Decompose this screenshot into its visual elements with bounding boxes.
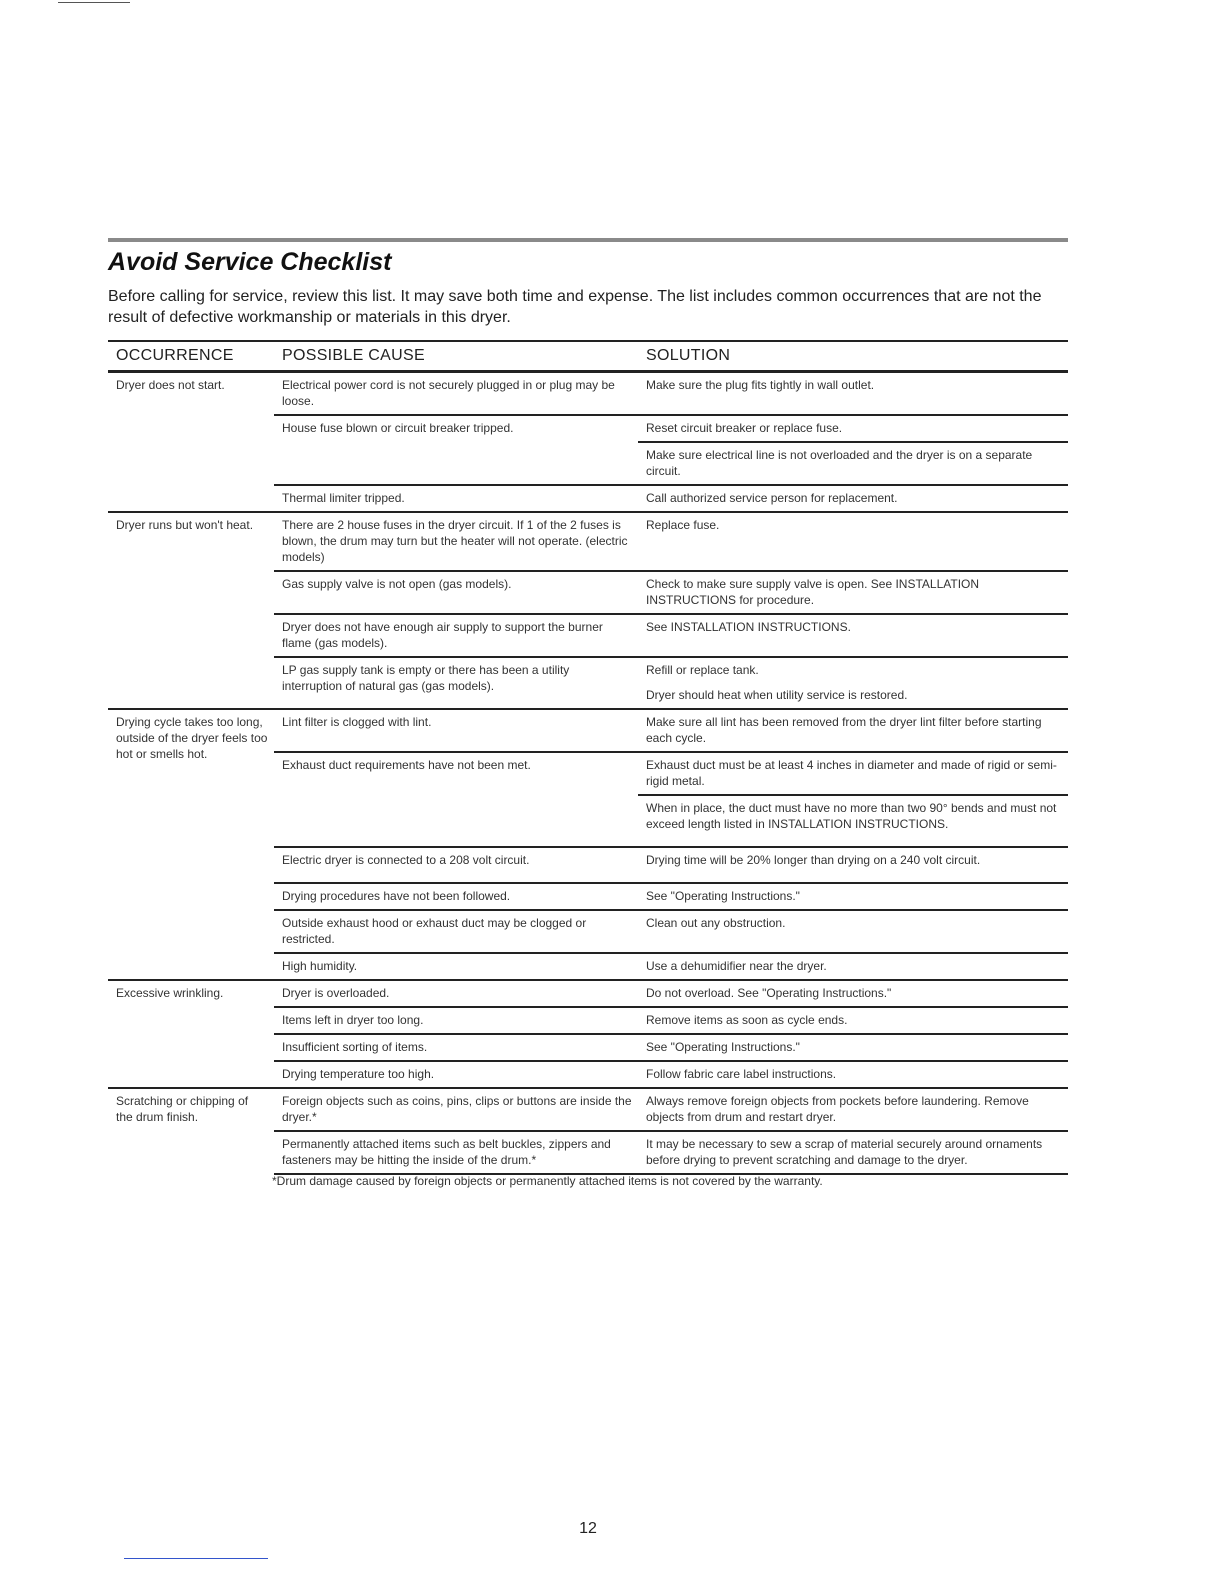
solution-cell: Follow fabric care label instructions. [638,1061,1068,1088]
solution-cell: Make sure the plug fits tightly in wall outlet. [646,378,875,392]
cause-cell: Foreign objects such as coins, pins, clips or buttons are inside the dryer.* [274,1088,638,1131]
solution-cell: It may be necessary to sew a scrap of material securely around ornaments before drying to prevent scratching and damage to the dryer. [638,1131,1068,1174]
cause-cell: Electric dryer is connected to a 208 volt circuit. [274,847,638,883]
solution-cell: Make sure all lint has been removed from the dryer lint filter before starting each cycle. [638,709,1068,752]
solution-line: Refill or replace tank. [646,663,759,677]
occurrence-cell: Dryer runs but won't heat. [108,512,274,709]
table-row [108,372,1068,416]
cause-cell-empty [274,442,638,485]
footnote: *Drum damage caused by foreign objects or permanently attached items is not covered by the warranty. [272,1174,823,1188]
scan-artifact-line [58,2,130,3]
page-title: Avoid Service Checklist [108,248,392,276]
cause-cell: Exhaust duct requirements have not been met. [274,752,638,795]
cause-cell: Outside exhaust hood or exhaust duct may be clogged or restricted. [274,910,638,953]
occurrence-cell: Excessive wrinkling. [108,980,274,1088]
cause-cell: Lint filter is clogged with lint. [274,709,638,752]
cause-cell: Dryer is overloaded. [274,980,638,1007]
solution-cell: Make sure electrical line is not overloaded and the dryer is on a separate circuit. [638,442,1068,485]
occurrence-group [108,512,1068,709]
header-occurrence: OCCURRENCE [108,341,274,372]
header-cause: POSSIBLE CAUSE [274,341,638,372]
occurrence-cell: Scratching or chipping of the drum finish. [108,1088,274,1174]
header-solution: SOLUTION [638,341,1068,372]
occurrence-group [108,1088,1068,1174]
solution-cell: See "Operating Instructions." [638,883,1068,910]
solution-cell: Drying time will be 20% longer than drying on a 240 volt circuit. [638,847,1068,883]
solution-cell: Use a dehumidifier near the dryer. [638,953,1068,980]
solution-cell: Remove items as soon as cycle ends. [638,1007,1068,1034]
scan-artifact-line [124,1558,268,1559]
table-row [108,1088,1068,1131]
cause-cell: Gas supply valve is not open (gas models). [274,571,638,614]
solution-cell: See "Operating Instructions." [638,1034,1068,1061]
cause-cell: Drying temperature too high. [274,1061,638,1088]
cause-cell: High humidity. [274,953,638,980]
occurrence-group [108,709,1068,980]
solution-cell: When in place, the duct must have no more than two 90° bends and must not exceed length listed in INSTALLATION INSTRUCTIONS. [638,795,1068,847]
cause-cell-empty [274,795,638,847]
cause-cell: Insufficient sorting of items. [274,1034,638,1061]
table-row [108,709,1068,752]
solution-cell: Replace fuse. [638,512,1068,571]
cause-cell: LP gas supply tank is empty or there has been a utility interruption of natural gas (gas models). [274,657,638,709]
solution-cell: Check to make sure supply valve is open. See INSTALLATION INSTRUCTIONS for procedure. [638,571,1068,614]
solution-cell: Call authorized service person for replacement. [638,485,1068,512]
occurrence-group [108,372,1068,513]
cause-cell: Drying procedures have not been followed. [274,883,638,910]
table-header-row [108,341,1068,372]
occurrence-cell: Drying cycle takes too long, outside of the dryer feels too hot or smells hot. [108,709,274,980]
cause-cell: Thermal limiter tripped. [274,485,638,512]
table-row [108,512,1068,571]
solution-cell: Exhaust duct must be at least 4 inches in diameter and made of rigid or semi-rigid metal. [638,752,1068,795]
intro-paragraph: Before calling for service, review this list. It may save both time and expense. The list includes common occurrences that are not the result of defective workmanship or materials in this dryer. [108,288,1042,326]
cause-cell: There are 2 house fuses in the dryer circuit. If 1 of the 2 fuses is blown, the drum may turn but the heater will not operate. (electric models) [274,512,638,571]
cause-cell: House fuse blown or circuit breaker tripped. [274,415,638,442]
checklist-table [108,340,1068,1175]
cause-cell: Dryer does not have enough air supply to support the burner flame (gas models). [274,614,638,657]
page-number: 12 [579,1520,597,1537]
cause-cell: Electrical power cord is not securely plugged in or plug may be loose. [282,378,615,408]
solution-cell [638,657,1068,709]
solution-line: Dryer should heat when utility service is restored. [646,688,908,702]
cause-cell: Items left in dryer too long. [274,1007,638,1034]
solution-cell: Always remove foreign objects from pockets before laundering. Remove objects from drum and restart dryer. [638,1088,1068,1131]
solution-cell: Reset circuit breaker or replace fuse. [638,415,1068,442]
solution-cell: Do not overload. See "Operating Instructions." [638,980,1068,1007]
solution-cell: Clean out any obstruction. [638,910,1068,953]
occurrence-group [108,980,1068,1088]
cause-cell: Permanently attached items such as belt buckles, zippers and fasteners may be hitting the inside of the drum.* [274,1131,638,1174]
table-row [108,980,1068,1007]
occurrence-cell: Dryer does not start. [116,378,225,392]
section-rule [108,238,1068,242]
solution-cell: See INSTALLATION INSTRUCTIONS. [638,614,1068,657]
